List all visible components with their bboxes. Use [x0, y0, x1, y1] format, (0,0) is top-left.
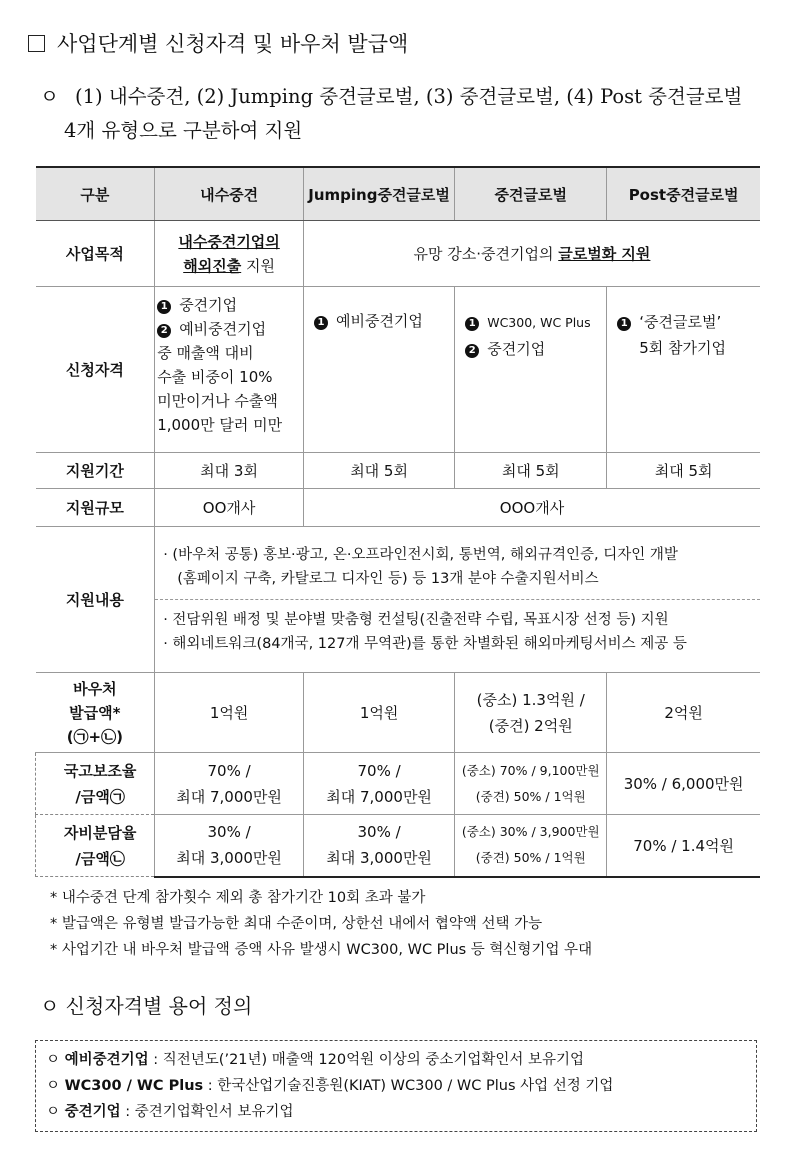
period-cell: 최대 5회 [303, 453, 454, 489]
self-label2: /금액㉡ [75, 849, 125, 868]
gov-domestic [155, 753, 304, 815]
eligibility-post [607, 287, 760, 453]
definition-bullet: ㅇ [46, 1052, 61, 1068]
footnote: * 사업기간 내 바우처 발급액 증액 사유 발생시 WC300, WC Plus 등 혁신형기업 우대 [50, 942, 593, 958]
content-line: · (바우처 공통) 홍보·광고, 온·오프라인전시회, 통번역, 해외규격인증, 디자인 개발 [163, 547, 678, 563]
gov-domestic-line: 최대 7,000만원 [176, 787, 282, 806]
scale-others: OOO개사 [303, 489, 760, 527]
row-label: 지원내용 [36, 527, 155, 673]
definition-term: 중견기업 [64, 1104, 121, 1120]
self-jumping-line: 30% / [357, 823, 401, 842]
self-global-line: (중견) 50% / 1억원 [475, 850, 586, 866]
voucher-label1: 바우처 [73, 679, 117, 698]
eligibility-domestic [155, 287, 304, 453]
eligibility-detail: 1,000만 달러 미만 [157, 416, 283, 434]
number-2-icon: 2 [465, 344, 479, 358]
gov-domestic-line: 70% / [207, 761, 251, 780]
number-2-icon: 2 [157, 324, 171, 338]
number-1-icon: 1 [314, 316, 328, 330]
content-line: (홈페이지 구축, 카탈로그 디자인 등) 등 13개 분야 수출지원서비스 [177, 571, 599, 587]
voucher-domestic: 1억원 [155, 673, 304, 753]
gov-jumping-line: 최대 7,000만원 [326, 787, 432, 806]
number-1-icon: 1 [157, 300, 171, 314]
self-domestic-line: 30% / [207, 823, 251, 842]
definitions-box [35, 1040, 757, 1132]
self-domestic-line: 최대 3,000만원 [176, 849, 282, 868]
voucher-global-line2: (중견) 2억원 [488, 716, 573, 735]
gov-global-line: (중견) 50% / 1억원 [475, 788, 586, 804]
header-cell: 중견글로벌 [455, 167, 607, 221]
row-label: 지원기간 [36, 453, 155, 489]
self-global [455, 815, 607, 877]
gov-post: 30% / 6,000만원 [607, 753, 760, 815]
table-row-eligibility [36, 287, 761, 453]
eligibility-jumping [303, 287, 454, 453]
row-label: 사업목적 [36, 221, 155, 287]
period-cell: 최대 5회 [455, 453, 607, 489]
table-row-content [36, 527, 761, 673]
row-label: 신청자격 [36, 287, 155, 453]
intro-line2: 4개 유형으로 구분하여 지원 [64, 119, 303, 142]
eligibility-global-item1: WC300, WC Plus [487, 315, 591, 330]
definition-item [46, 1073, 746, 1099]
row-label [36, 673, 155, 753]
gov-global-line: (중소) 70% / 9,100만원 [461, 762, 600, 778]
voucher-global [455, 673, 607, 753]
definitions-title: ㅇ 신청자격별 용어 정의 [40, 994, 253, 1018]
intro-line1-text: (1) 내수중견, (2) Jumping 중견글로벌, (3) 중견글로벌, (4) Post 중견글로벌 [75, 85, 743, 108]
row-label [36, 753, 155, 815]
gov-jumping [303, 753, 454, 815]
voucher-jumping: 1억원 [303, 673, 454, 753]
number-1-icon: 1 [465, 317, 479, 331]
gov-jumping-line: 70% / [357, 761, 401, 780]
heading-text: 사업단계별 신청자격 및 바우처 발급액 [57, 32, 409, 56]
definition-desc: : 한국산업기술진흥원(KIAT) WC300 / WC Plus 사업 선정 기업 [203, 1078, 614, 1094]
definition-item [46, 1099, 746, 1125]
definition-term: 예비중견기업 [64, 1052, 149, 1068]
self-domestic [155, 815, 304, 877]
purpose-global-bold: 글로벌화 지원 [558, 245, 651, 263]
table-row-self [36, 815, 761, 877]
gov-global [455, 753, 607, 815]
definition-term: WC300 / WC Plus [64, 1078, 204, 1094]
eligibility-domestic-item1: 중견기업 [179, 296, 238, 314]
self-jumping-line: 최대 3,000만원 [326, 849, 432, 868]
gov-label1: 국고보조율 [63, 761, 137, 780]
voucher-label3: (㉠+㉡) [66, 727, 123, 746]
scale-domestic: OO개사 [155, 489, 304, 527]
row-label: 지원규모 [36, 489, 155, 527]
definition-bullet: ㅇ [46, 1078, 61, 1094]
period-cell: 최대 3회 [155, 453, 304, 489]
eligibility-domestic-item2: 예비중견기업 [179, 320, 267, 338]
content-block-consulting [155, 600, 760, 664]
eligibility-detail: 중 매출액 대비 [157, 344, 254, 362]
definition-item [46, 1047, 746, 1073]
content-line: · 전담위원 배정 및 분야별 맞춤형 컨설팅(진출전략 수립, 목표시장 선정 등) 지원 [163, 612, 669, 628]
self-label1: 자비분담율 [63, 823, 137, 842]
period-cell: 최대 5회 [607, 453, 760, 489]
section-heading [28, 28, 408, 58]
header-cell: Post중견글로벌 [607, 167, 760, 221]
intro-line1 [40, 80, 780, 114]
header-cell: 내수중견 [155, 167, 304, 221]
eligibility-detail: 미만이거나 수출액 [157, 392, 278, 410]
voucher-table [35, 166, 760, 878]
definition-desc: : 직전년도(’21년) 매출액 120억원 이상의 중소기업확인서 보유기업 [148, 1052, 585, 1068]
eligibility-global [455, 287, 607, 453]
table-row-gov [36, 753, 761, 815]
eligibility-post-item1: ‘중견글로벌’ [639, 313, 722, 331]
table-row-purpose [36, 221, 761, 287]
self-post: 70% / 1.4억원 [607, 815, 760, 877]
table-header-row [36, 167, 761, 221]
gov-label2: /금액㉠ [75, 787, 125, 806]
self-global-line: (중소) 30% / 3,900만원 [461, 824, 600, 840]
purpose-domestic [155, 221, 304, 287]
checkbox-square-icon [28, 35, 45, 52]
purpose-domestic-suffix: 지원 [241, 256, 275, 275]
eligibility-jumping-text: 예비중견기업 [335, 312, 423, 330]
table-row-voucher [36, 673, 761, 753]
footnote: * 내수중견 단계 참가횟수 제외 총 참가기간 10회 초과 불가 [50, 890, 426, 906]
eligibility-global-item2: 중견기업 [487, 340, 546, 358]
row-label [36, 815, 155, 877]
voucher-post: 2억원 [607, 673, 760, 753]
definition-bullet: ㅇ [46, 1104, 61, 1120]
header-cell: 구분 [36, 167, 155, 221]
number-1-icon: 1 [617, 317, 631, 331]
content-cell [155, 527, 760, 673]
header-cell: Jumping중견글로벌 [303, 167, 454, 221]
purpose-global [303, 221, 760, 287]
eligibility-detail: 수출 비중이 10% [157, 368, 273, 386]
content-line: · 해외네트워크(84개국, 127개 무역관)를 통한 차별화된 해외마케팅서비스 제공 등 [163, 636, 687, 652]
table-row-scale [36, 489, 761, 527]
footnotes [50, 885, 592, 963]
purpose-domestic-bold1: 내수중견기업의 [178, 232, 280, 251]
footnote: * 발급액은 유형별 발급가능한 최대 수준이며, 상한선 내에서 협약액 선택 가능 [50, 916, 543, 932]
eligibility-post-item1b: 5회 참가기업 [639, 339, 726, 357]
intro-bullet: ㅇ [40, 85, 59, 108]
intro-paragraph [40, 80, 780, 148]
purpose-domestic-bold2: 해외진출 [183, 256, 242, 275]
voucher-label2: 발급액* [69, 703, 121, 722]
content-block-voucher [155, 535, 760, 600]
voucher-global-line1: (중소) 1.3억원 / [476, 690, 585, 709]
definition-desc: : 중견기업확인서 보유기업 [120, 1104, 294, 1120]
purpose-global-prefix: 유망 강소·중견기업의 [413, 245, 559, 263]
table-row-period [36, 453, 761, 489]
self-jumping [303, 815, 454, 877]
